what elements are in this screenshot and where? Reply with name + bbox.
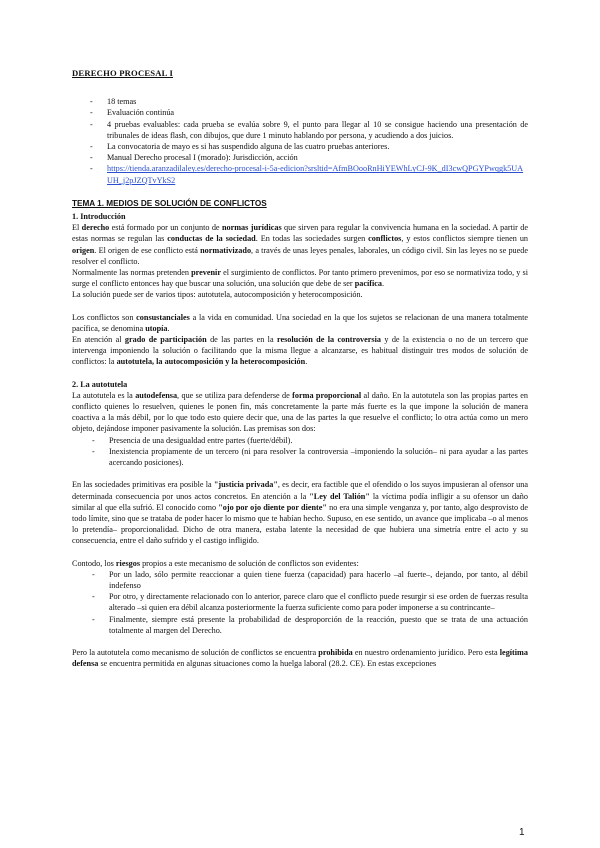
list-item: - Presencia de una desigualdad entre partes (fuerte/débil).	[92, 435, 293, 445]
paragraph: Normalmente las normas pretenden prevenir el surgimiento de conflictos. Por tanto primero prevenimos, por eso se normativiza todo, y si surge el conflicto entonces hay que buscar una solución, una solución que debe de ser pacífica.	[72, 268, 528, 289]
page-content	[72, 68, 528, 669]
paragraph: Pero la autotutela como mecanismo de solución de conflictos se encuentra prohibida en nuestro ordenamiento jurídico. Pero esta legítima defensa se encuentra permitida en algunas situaciones como la huelga laboral (28.2. CE). En estas excepciones	[72, 647, 528, 669]
list-item: - Inexistencia propiamente de un tercero (ni para resolver la controversia –imponiendo la solución– ni para ayudar a las partes acercando posiciones).	[92, 446, 528, 468]
section-title: TEMA 1. MEDIOS DE SOLUCIÓN DE CONFLICTOS	[72, 198, 267, 208]
paragraph: Contodo, los riesgos propios a este mecanismo de solución de conflictos son evidentes:	[72, 558, 359, 568]
subsection-title: 2. La autotutela	[72, 379, 128, 389]
paragraph: El derecho está formado por un conjunto de normas jurídicas que sirven para regular la convivencia humana en la sociedad. A partir de estas normas se regulan las conductas de la sociedad. En todas las sociedades surgen conflictos, y estos conflictos siempre tienen un origen. El origen de ese conflicto está normativizado, a través de unas leyes penales, laborales, un código civil. Sin las leyes no se puede resolver el conflicto.	[72, 223, 529, 266]
paragraph: La autotutela es la autodefensa, que se utiliza para defenderse de forma proporcional al daño. En la autotutela son las propias partes en conflicto quienes lo resuelven, quienes le ponen fin, más concretamente la parte más fuerte es la que impone la solución de manera coactiva a la más débil, por lo que todo esto quiere decir que, una de las partes la que resuelve el conflicto; lo otra actúa como un mero objeto, dejándose imponer pasivamente la solución. Las premisas son dos:	[72, 390, 528, 434]
paragraph: La solución puede ser de varios tipos: autotutela, autocomposición y heterocomposición.	[72, 290, 363, 300]
risks-list	[72, 569, 528, 636]
list-item: - https://tienda.aranzadilaley.es/derecho-procesal-i-5a-edicion?srsltid=AfmBOooRnHiYEWhLyCJ-9K_dI3cwQPGYPwqgk5UAUH_j2pJZQTvYkS2	[90, 164, 524, 185]
paragraph: En las sociedades primitivas era posible la "justicia privada", es decir, era factible que el ofendido o los suyos impusieran al ofensor una determinada consecuencia por unos actos concretos. En atención a la "Ley del Talión" la víctima podía infligir a su ofensor un daño similar al que ella sufrió. El conocido como "ojo por ojo diente por diente" no era una simple venganza y, por tanto, algo desprovisto de todo límite, sino que se trataba de poder hacer lo mismo que te habían hecho. Supuso, en ese sentido, un avance que implicaba –o al menos lo pretendía– proporcionalidad. Dicho de otra manera, estaba latente la necesidad de que hubiera una simetría entre el acto y su consecuencia, entre el daño sufrido y el castigo infligido.	[72, 480, 528, 546]
document-title: DERECHO PROCESAL I	[72, 68, 174, 78]
list-item: - Evaluación continúa	[90, 108, 175, 118]
list-item: - La convocatoria de mayo es si has suspendido alguna de las cuatro pruebas anteriores.	[90, 142, 390, 152]
list-item: - 4 pruebas evaluables: cada prueba se evalúa sobre 9, el punto para llegar al 10 se consigue haciendo una presentación de tribunales de ideas flash, con dibujos, que dure 1 minuto hablando por persona, y acudiendo a dos juicios.	[90, 119, 528, 140]
list-item: - Manual Derecho procesal I (morado): Jurisdicción, acción	[90, 153, 298, 163]
list-item: - Por un lado, sólo permite reaccionar a quien tiene fuerza (capacidad) para hacerlo –al fuerte–, dejando, por tanto, al débil indefenso	[92, 569, 528, 590]
course-info-list	[72, 96, 528, 186]
manual-link[interactable]: https://tienda.aranzadilaley.es/derecho-procesal-i-5a-edicion?srsltid=AfmBOooRnHiYEWhLyCJ-9K_dI3cwQPGYPwqgk5UAUH_j2pJZQTvYkS2	[107, 164, 524, 185]
list-item: - Por otro, y directamente relacionado con lo anterior, parece claro que el conflicto puede resurgir si ese orden de fuerzas resulta alterado –si quien era débil alcanza posteriormente la fuerza suficiente como para poder imponerse a su contrincante–	[92, 592, 528, 613]
subsection-title: 1. Introducción	[72, 212, 126, 222]
list-item: - 18 temas	[90, 97, 137, 107]
paragraph: Los conflictos son consustanciales a la vida en comunidad. Una sociedad en la que los sujetos se relacionan de una manera totalmente pacífica, se denomina utopía.	[72, 312, 528, 333]
premises-list	[72, 435, 528, 469]
page-number: 1	[519, 827, 525, 838]
list-item: - Finalmente, siempre está presente la probabilidad de desproporción de la reacción, puesto que se trata de una actuación totalmente al margen del Derecho.	[92, 614, 528, 635]
paragraph: En atención al grado de participación de las partes en la resolución de la controversia y de la existencia o no de un tercero que intervenga imponiendo la solución o facilitando que la misma llegue a alcanzarse, es habitual distinguir tres modos de solución de conflictos: la autotutela, la autocomposición y la heterocomposición.	[72, 335, 528, 367]
